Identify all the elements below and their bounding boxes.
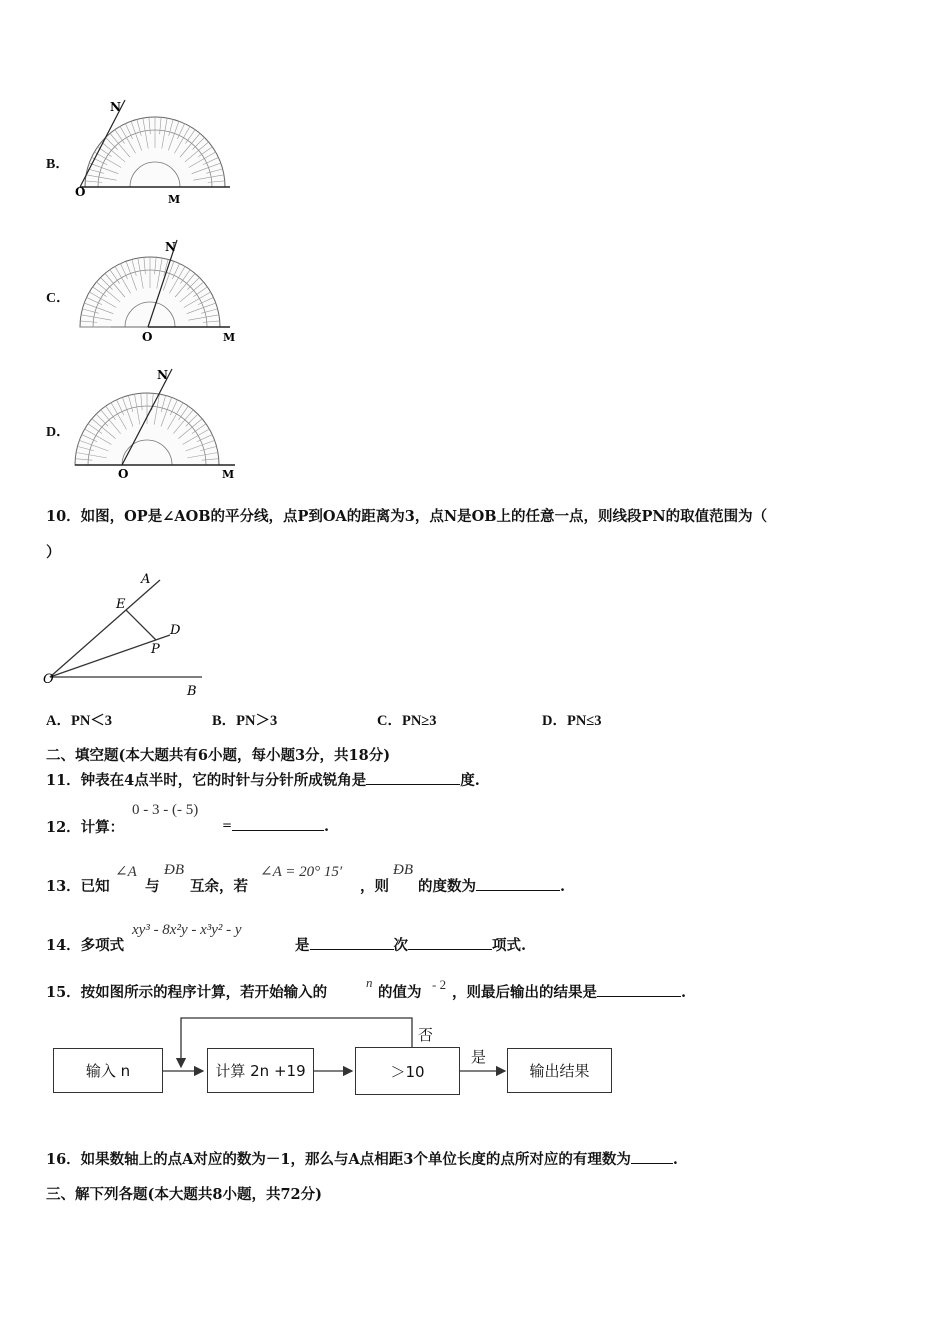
point-n-d: N <box>157 368 168 382</box>
point-d: D <box>170 623 181 638</box>
q13-angle-b2: ÐB <box>393 862 413 878</box>
q10-angle-figure <box>40 565 215 700</box>
flow-compare-box: ＞10 <box>355 1047 460 1095</box>
point-e: E <box>116 597 126 612</box>
point-a: A <box>141 572 151 587</box>
q15-value: - 2 <box>432 977 447 992</box>
q14-terms-blank[interactable] <box>408 935 492 950</box>
q10-option-c[interactable]: C．PN≥3 <box>377 713 437 729</box>
point-m-c: M <box>223 331 236 344</box>
q16-text: 16．如果数轴上的点A对应的数为－1，那么与A点相距3个单位长度的点所对应的有理数为 <box>46 1151 631 1168</box>
flow-calc-box: 计算 2n +19 <box>207 1048 314 1093</box>
section-3-heading: 三、解下列各题(本大题共8小题，共72分) <box>46 1186 322 1203</box>
q12-equals: = <box>222 818 233 832</box>
q10-close-paren: ） <box>46 544 61 561</box>
point-p: P <box>151 642 160 657</box>
q14-is: 是 <box>295 937 310 954</box>
q12-answer <box>232 816 329 835</box>
q15-suffix: ，则最后输出的结果是 <box>452 984 597 1001</box>
option-c-label: C． <box>46 291 71 306</box>
q15-answer-blank[interactable] <box>597 982 681 997</box>
q13-answer-blank[interactable] <box>476 876 560 891</box>
point-o: O <box>43 672 54 687</box>
point-m-d: M <box>222 468 235 480</box>
q16-end: . <box>672 1151 678 1168</box>
protractor-c-body <box>80 257 220 327</box>
q12-suffix: . <box>324 818 330 835</box>
q13-prefix: 13．已知 <box>46 878 110 895</box>
q13-condition: ∠A = 20° 15′ <box>260 864 343 880</box>
point-n-b: N <box>110 100 121 114</box>
section-2-heading: 二、填空题(本大题共有6小题，每小题3分，共18分) <box>46 747 391 764</box>
q10-option-b[interactable]: B．PN＞3 <box>212 713 278 729</box>
protractor-figure-b <box>70 95 235 207</box>
flow-yes-label: 是 <box>471 1048 487 1066</box>
q11-text: 11．钟表在4点半时，它的时针与分针所成锐角是 <box>46 772 367 789</box>
q13-answer <box>418 875 565 896</box>
q14-suffix: 项式. <box>492 937 527 954</box>
q14-answer <box>295 934 526 955</box>
point-o-b: O <box>75 185 86 199</box>
q13-mid: 互余，若 <box>190 878 248 895</box>
q10-option-d[interactable]: D．PN≤3 <box>542 713 602 729</box>
q16 <box>46 1148 678 1169</box>
q14-prefix: 14．多项式 <box>46 937 125 954</box>
q13-angle-b: ÐB <box>164 862 184 878</box>
q14-degree-blank[interactable] <box>310 935 394 950</box>
q11-suffix: 度. <box>460 772 480 789</box>
q13-end: . <box>560 878 566 895</box>
point-b: B <box>187 684 197 699</box>
q13-and: 与 <box>145 878 160 895</box>
protractor-b-body <box>85 117 225 187</box>
q13-suffix: 的度数为 <box>418 878 476 895</box>
protractor-figure-d <box>70 365 245 480</box>
q12-expression: 0 - 3 - (- 5) <box>132 802 199 818</box>
q10-text: 10．如图，OP是∠AOB的平分线，点P到OA的距离为3，点N是OB上的任意一点，则线段PN的取值范围为（ <box>46 508 768 525</box>
q10-option-a[interactable]: A．PN＜3 <box>46 713 113 729</box>
q15-answer <box>452 981 686 1002</box>
protractor-d-body <box>75 393 219 465</box>
option-d-label: D． <box>46 425 71 440</box>
flow-no-label: 否 <box>418 1026 434 1044</box>
flow-input-box: 输入 n <box>53 1048 163 1093</box>
q12-prefix: 12．计算： <box>46 819 125 836</box>
point-o-c: O <box>142 330 153 344</box>
option-b-label: B． <box>46 157 70 172</box>
q14-ci: 次 <box>393 937 408 954</box>
q15-prefix: 15．按如图所示的程序计算，若开始输入的 <box>46 984 328 1001</box>
q13-angle-a: ∠A <box>115 864 137 880</box>
q15-mid: 的值为 <box>378 984 422 1001</box>
point-m-b: M <box>168 193 181 206</box>
q15-end: . <box>681 984 687 1001</box>
q11 <box>46 769 480 790</box>
q14-polynomial: xy³ - 8x²y - x³y² - y <box>132 922 242 938</box>
q15-variable-n: n <box>366 975 373 990</box>
point-o-d: O <box>118 467 129 480</box>
flow-output-box: 输出结果 <box>507 1048 612 1093</box>
point-n-c: N <box>165 240 176 254</box>
q16-answer-blank[interactable] <box>631 1149 673 1164</box>
q13-then: ，则 <box>360 878 389 895</box>
q11-answer-blank[interactable] <box>366 770 460 785</box>
q12-answer-blank[interactable] <box>232 816 324 831</box>
protractor-figure-c <box>70 235 245 345</box>
